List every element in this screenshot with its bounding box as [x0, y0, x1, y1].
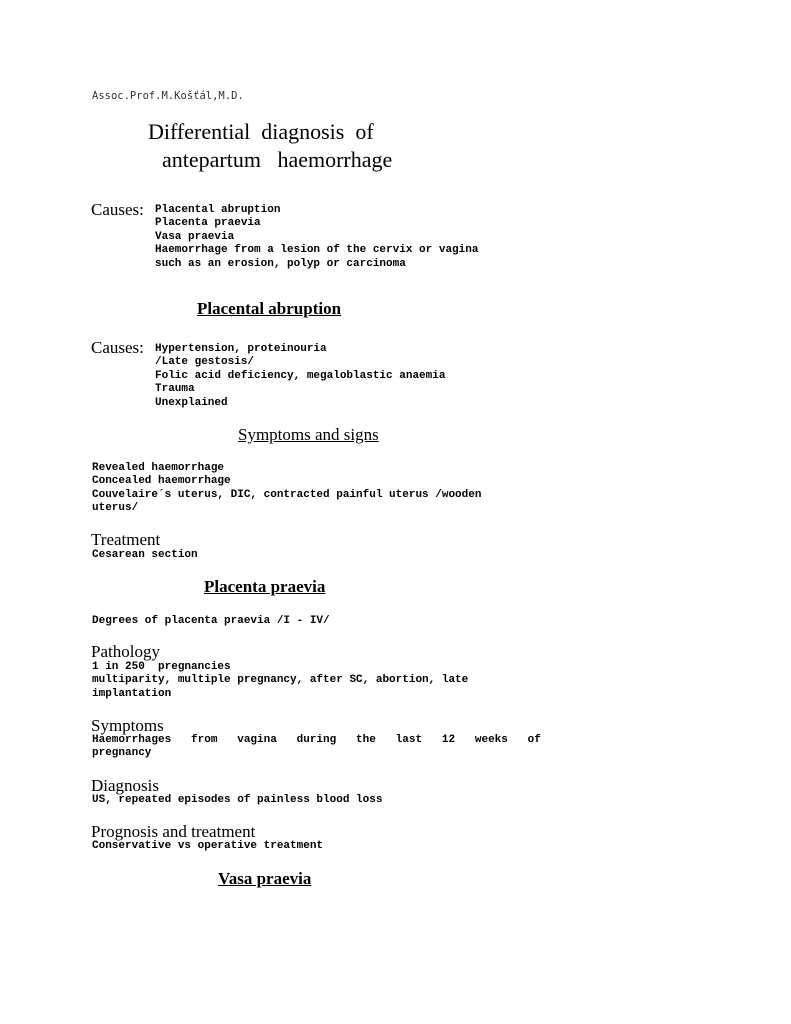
title-line-2: antepartum haemorrhage	[162, 147, 393, 172]
diagnosis-text: US, repeated episodes of painless blood loss	[92, 794, 383, 806]
list-item: Concealed haemorrhage	[92, 475, 231, 488]
title-line-1: Differential diagnosis of	[148, 119, 374, 144]
praevia-symptoms-list	[92, 734, 541, 761]
section-heading-placenta-praevia: Placenta praevia	[204, 577, 326, 596]
list-item: Vasa praevia	[155, 230, 235, 243]
list-item: Placenta praevia	[155, 217, 261, 230]
list-item: Folic acid deficiency, megaloblastic anaemia	[155, 369, 446, 382]
list-item: Trauma	[155, 383, 195, 396]
causes-list	[155, 204, 478, 271]
abruption-causes-list	[155, 343, 445, 410]
pathology-list	[92, 661, 468, 701]
list-item: /Late gestosis/	[155, 356, 255, 369]
list-item: Haemorrhages from vagina during the last 12 weeks of	[92, 734, 541, 746]
symptoms-and-signs-heading: Symptoms and signs	[238, 425, 379, 444]
list-item: Hypertension, proteinouria	[155, 343, 327, 355]
degrees-text: Degrees of placenta praevia /I - IV/	[92, 615, 330, 627]
section-heading-vasa-praevia: Vasa praevia	[218, 869, 312, 888]
list-item: Haemorrhage from a lesion of the cervix or vagina	[155, 244, 479, 257]
list-item: Placental abruption	[155, 204, 281, 216]
list-item: Unexplained	[155, 396, 228, 409]
list-item: multiparity, multiple pregnancy, after SC, abortion, late	[92, 674, 469, 687]
prognosis-label: Prognosis and treatment	[91, 822, 256, 841]
treatment-label: Treatment	[91, 530, 161, 549]
abruption-causes-label: Causes:	[91, 338, 144, 357]
pathology-label: Pathology	[91, 642, 160, 661]
list-item: uterus/	[92, 502, 139, 515]
list-item: pregnancy	[92, 747, 152, 760]
list-item: Couvelaire´s uterus, DIC, contracted painful uterus /wooden	[92, 488, 482, 501]
causes-label: Causes:	[91, 200, 144, 219]
diagnosis-label: Diagnosis	[91, 776, 159, 795]
section-heading-placental-abruption: Placental abruption	[197, 299, 342, 318]
abruption-symptoms-list	[92, 462, 481, 516]
author-line: Assoc.Prof.M.Košťál,M.D.	[92, 90, 244, 102]
list-item: 1 in 250 pregnancies	[92, 661, 231, 673]
list-item: such as an erosion, polyp or carcinoma	[155, 257, 406, 270]
prognosis-text: Conservative vs operative treatment	[92, 840, 324, 852]
list-item: Revealed haemorrhage	[92, 462, 225, 474]
symptoms-label: Symptoms	[91, 716, 164, 735]
list-item: implantation	[92, 687, 172, 700]
treatment-text: Cesarean section	[92, 549, 198, 561]
